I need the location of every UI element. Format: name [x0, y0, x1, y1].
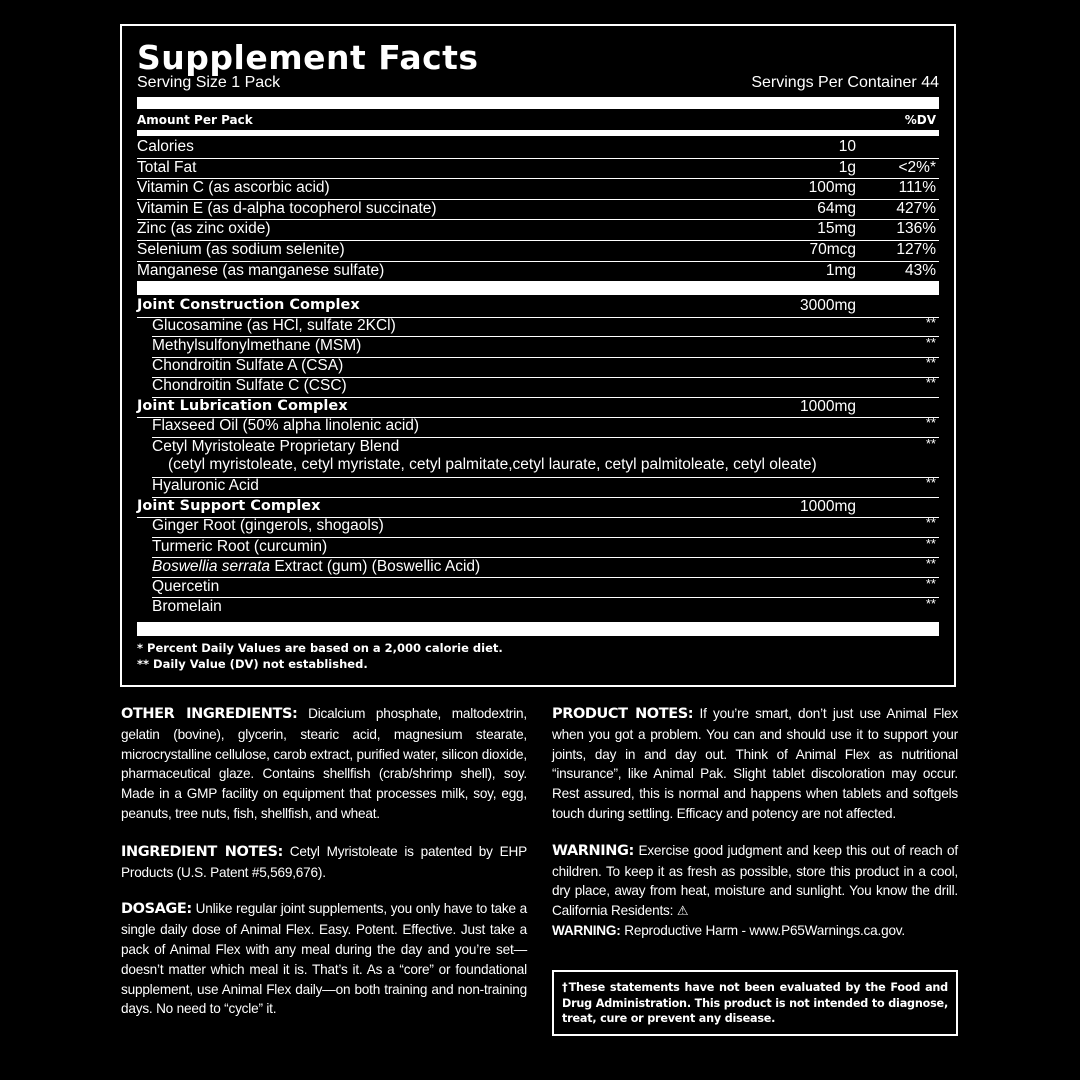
- fact-amount: 3000mg: [799, 297, 856, 314]
- ingredient-notes-text: Cetyl Myristoleate is patented by EHP Products (U.S. Patent #5,569,676).: [121, 843, 527, 880]
- panel-title: Supplement Facts: [137, 38, 479, 77]
- fact-dv: **: [925, 375, 936, 391]
- warning-triangle-icon: ⚠: [676, 903, 689, 919]
- right-column: [552, 704, 958, 941]
- complex-name: Joint Support Complex: [137, 497, 321, 514]
- complex-row: [137, 398, 939, 418]
- fact-dv: **: [925, 515, 936, 531]
- nutrient-row: [137, 159, 939, 179]
- ingredient-row: [137, 598, 939, 618]
- ingredient-name: Quercetin: [152, 577, 220, 595]
- left-column: [121, 704, 527, 1019]
- thick-rule: [137, 281, 939, 295]
- complex-row: [137, 498, 939, 518]
- fact-dv: **: [925, 535, 936, 551]
- ingredient-row: [137, 435, 939, 458]
- prop65-text: Reproductive Harm - www.P65Warnings.ca.gov.: [620, 922, 905, 938]
- fact-name: Total Fat: [137, 158, 197, 176]
- fact-amount: 1g: [838, 158, 856, 176]
- other-ingredients-label: OTHER INGREDIENTS:: [121, 706, 298, 722]
- fact-dv: **: [925, 575, 936, 591]
- medium-rule: [137, 130, 939, 136]
- fact-amount: 100mg: [808, 179, 856, 197]
- fact-dv: **: [925, 314, 936, 330]
- fact-dv: 111%: [898, 179, 936, 197]
- product-notes: [552, 704, 958, 824]
- ingredient-name: Hyaluronic Acid: [152, 477, 259, 495]
- nutrient-row: [137, 220, 939, 240]
- ingredient-row: [137, 417, 939, 437]
- serving-size: Serving Size 1 Pack: [137, 74, 281, 91]
- prop65-label: WARNING:: [552, 922, 621, 938]
- complex-row: [137, 297, 939, 317]
- nutrient-row: [137, 138, 939, 158]
- fact-amount: 1mg: [825, 261, 856, 279]
- fact-dv: **: [925, 475, 936, 491]
- fact-dv: **: [925, 555, 936, 571]
- ingredient-name: Ginger Root (gingerols, shogaols): [152, 517, 384, 535]
- blend-detail: (cetyl myristoleate, cetyl myristate, cetyl palmitate,cetyl laurate, cetyl palmitoleate, cetyl oleate): [168, 456, 817, 474]
- other-ingredients-text: Dicalcium phosphate, maltodextrin, gelatin (bovine), glycerin, stearic acid, magnesium stearate, microcrystalline cellulose, carob extract, purified water, silicon dioxide, pharmaceutical glaze. Contains shellfish (crab/shrimp shell), soy. Made in a GMP facility on equipment that processes milk, soy, egg, peanuts, tree nuts, fish, shellfish, and wheat.: [121, 706, 527, 821]
- ingredient-row: [137, 314, 939, 337]
- ingredient-row: [137, 377, 939, 397]
- ingredient-row: [137, 535, 939, 558]
- fact-amount: 64mg: [817, 199, 856, 217]
- ingredient-row: [137, 555, 939, 578]
- fact-dv: 127%: [896, 241, 936, 258]
- ingredient-row: [137, 357, 939, 377]
- dosage-text: Unlike regular joint supplements, you only have to take a single daily dose of Animal Flex. Easy. Potent. Effective. Just take a pack of Animal Flex with any meal during the day and you’re set—doesn’t matter which meal it is. That’s it. As a “core” or foundational supplement, use Animal Flex daily—on both training and non-training days. No need to “cycle” it.: [121, 901, 527, 1017]
- ingredient-name: Flaxseed Oil (50% alpha linolenic acid): [152, 417, 420, 435]
- warning-label: WARNING:: [552, 842, 634, 859]
- ingredient-notes-label: INGREDIENT NOTES:: [121, 843, 283, 860]
- ingredient-name: Turmeric Root (curcumin): [152, 537, 328, 555]
- warning-text: Exercise good judgment and keep this out of reach of children. To keep it as fresh as possible, store this product in a cool, dry place, away from heat, moisture and sunlight. You know the drill. California Residents:: [552, 842, 958, 919]
- nutrient-row: [137, 179, 939, 199]
- footnote-not-established: ** Daily Value (DV) not established.: [137, 657, 368, 671]
- fact-dv: **: [925, 335, 936, 350]
- nutrient-row: [137, 262, 939, 282]
- amount-header: Amount Per Pack: [137, 113, 253, 127]
- servings-per-container: Servings Per Container 44: [751, 74, 939, 91]
- fact-dv: 43%: [904, 261, 936, 279]
- thick-rule: [137, 97, 939, 109]
- fact-name-rest: Extract (gum) (Boswellic Acid): [270, 557, 481, 575]
- fact-dv: 427%: [896, 199, 936, 217]
- dosage-label: DOSAGE:: [121, 901, 192, 918]
- thick-rule: [137, 622, 939, 636]
- ingredient-name: Chondroitin Sulfate A (CSA): [152, 357, 344, 375]
- fact-name: Zinc (as zinc oxide): [137, 220, 271, 238]
- other-ingredients: [121, 704, 527, 824]
- ingredient-name: [152, 558, 480, 576]
- ingredient-name: Methylsulfonylmethane (MSM): [152, 337, 362, 354]
- fact-name: Selenium (as sodium selenite): [137, 241, 345, 258]
- fact-name: Calories: [137, 138, 194, 155]
- ingredient-row: [137, 575, 939, 598]
- warning: [552, 841, 958, 941]
- supplement-facts-panel: [120, 24, 956, 687]
- fact-name-italic: Boswellia serrata: [152, 557, 271, 575]
- fact-amount: 1000mg: [799, 497, 856, 515]
- nutrient-row: [137, 241, 939, 261]
- fda-disclaimer: †These statements have not been evaluated by the Food and Drug Administration. This product is not intended to diagnose, treat, cure or prevent any disease.: [552, 970, 958, 1036]
- fact-dv: <2%*: [898, 158, 936, 176]
- nutrient-row: [137, 200, 939, 220]
- ingredient-name: Bromelain: [152, 598, 222, 616]
- fact-name: Vitamin C (as ascorbic acid): [137, 179, 330, 197]
- fact-name: Vitamin E (as d-alpha tocopherol succinate): [137, 199, 437, 217]
- dv-header: %DV: [904, 113, 936, 127]
- fact-dv: **: [925, 415, 936, 431]
- fact-amount: 15mg: [817, 220, 856, 238]
- fact-dv: **: [925, 435, 936, 451]
- fact-amount: 70mcg: [809, 241, 856, 258]
- ingredient-row: [137, 337, 939, 357]
- fact-amount: 10: [838, 138, 856, 155]
- footnote-dv: * Percent Daily Values are based on a 2,000 calorie diet.: [137, 641, 503, 655]
- ingredient-row: [137, 517, 939, 537]
- ingredient-notes: [121, 842, 527, 883]
- complex-name: Joint Construction Complex: [137, 297, 360, 313]
- fact-dv: 136%: [896, 220, 936, 238]
- ingredient-name: Chondroitin Sulfate C (CSC): [152, 377, 347, 395]
- fact-amount: 1000mg: [799, 397, 856, 415]
- ingredient-name: Glucosamine (as HCl, sulfate 2KCl): [152, 316, 396, 334]
- fact-name: Manganese (as manganese sulfate): [137, 261, 385, 279]
- fact-dv: **: [925, 596, 936, 612]
- fact-dv: **: [925, 355, 936, 371]
- complex-name: Joint Lubrication Complex: [137, 397, 348, 414]
- dosage: [121, 899, 527, 1019]
- ingredient-name: Cetyl Myristoleate Proprietary Blend: [152, 437, 400, 455]
- product-notes-text: If you’re smart, don’t just use Animal Flex when you got a problem. You can and should use it to support your joints, day in and day out. Think of Animal Flex as nutritional “insurance”, like Animal Pak. Slight tablet discoloration may occur. Rest assured, this is normal and happens when tablets and softgels touch during settling. Efficacy and potency are not affected.: [552, 706, 958, 821]
- product-notes-label: PRODUCT NOTES:: [552, 706, 694, 722]
- ingredient-row: [137, 477, 939, 497]
